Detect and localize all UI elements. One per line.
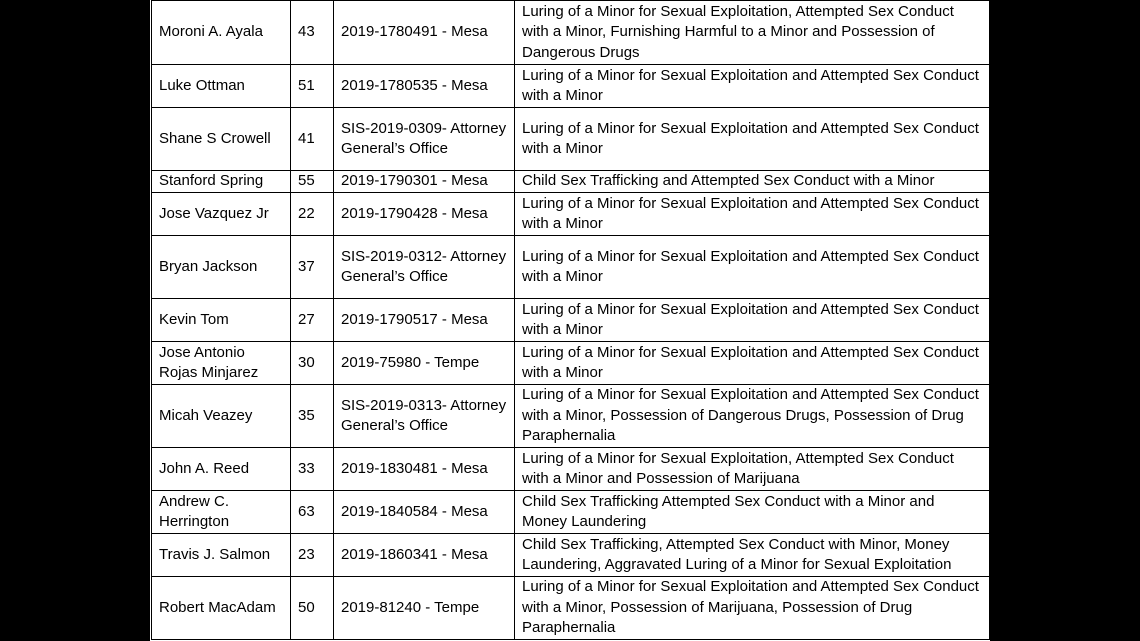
- case-cell: 2019-1780535 - Mesa: [334, 65, 515, 108]
- name-cell: Moroni A. Ayala: [152, 1, 291, 65]
- charges-cell: Luring of a Minor for Sexual Exploitation and Attempted Sex Conduct with a Minor, Possession of Marijuana, Possession of Drug Paraphernalia: [515, 577, 990, 640]
- table-row: [152, 299, 990, 342]
- age-cell: 23: [291, 534, 334, 577]
- table-row: [152, 65, 990, 108]
- name-cell: Andrew C. Herrington: [152, 491, 291, 534]
- table-row: [152, 236, 990, 299]
- case-cell: SIS-2019-0313- Attorney General’s Office: [334, 385, 515, 448]
- charges-cell: Luring of a Minor for Sexual Exploitation and Attempted Sex Conduct with a Minor: [515, 193, 990, 236]
- table-row: [152, 577, 990, 640]
- charges-cell: Luring of a Minor for Sexual Exploitation and Attempted Sex Conduct with a Minor: [515, 236, 990, 299]
- charges-cell: Luring of a Minor for Sexual Exploitation, Attempted Sex Conduct with a Minor, Furnishing Harmful to a Minor and Possession of Dangerous Drugs: [515, 1, 990, 65]
- case-cell: 2019-1840584 - Mesa: [334, 491, 515, 534]
- case-cell: 2019-1790428 - Mesa: [334, 193, 515, 236]
- table-row: [152, 171, 990, 193]
- age-cell: 22: [291, 193, 334, 236]
- name-cell: Robert MacAdam: [152, 577, 291, 640]
- case-cell: SIS-2019-0312- Attorney General’s Office: [334, 236, 515, 299]
- table-row: [152, 448, 990, 491]
- arrest-table: [151, 0, 990, 640]
- case-cell: 2019-81240 - Tempe: [334, 577, 515, 640]
- table-row: [152, 342, 990, 385]
- age-cell: 41: [291, 108, 334, 171]
- table-row: [152, 385, 990, 448]
- case-cell: 2019-1860341 - Mesa: [334, 534, 515, 577]
- case-cell: 2019-1830481 - Mesa: [334, 448, 515, 491]
- case-cell: 2019-75980 - Tempe: [334, 342, 515, 385]
- age-cell: 63: [291, 491, 334, 534]
- charges-cell: Luring of a Minor for Sexual Exploitation and Attempted Sex Conduct with a Minor, Possession of Dangerous Drugs, Possession of Drug Paraphernalia: [515, 385, 990, 448]
- charges-cell: Child Sex Trafficking and Attempted Sex Conduct with a Minor: [515, 171, 990, 193]
- age-cell: 33: [291, 448, 334, 491]
- age-cell: 37: [291, 236, 334, 299]
- case-cell: 2019-1780491 - Mesa: [334, 1, 515, 65]
- charges-cell: Luring of a Minor for Sexual Exploitation and Attempted Sex Conduct with a Minor: [515, 65, 990, 108]
- age-cell: 35: [291, 385, 334, 448]
- table-row: [152, 534, 990, 577]
- charges-cell: Child Sex Trafficking, Attempted Sex Conduct with Minor, Money Laundering, Aggravated Luring of a Minor for Sexual Exploitation: [515, 534, 990, 577]
- name-cell: John A. Reed: [152, 448, 291, 491]
- age-cell: 27: [291, 299, 334, 342]
- charges-cell: Child Sex Trafficking Attempted Sex Conduct with a Minor and Money Laundering: [515, 491, 990, 534]
- case-cell: 2019-1790301 - Mesa: [334, 171, 515, 193]
- name-cell: Kevin Tom: [152, 299, 291, 342]
- case-cell: SIS-2019-0309- Attorney General’s Office: [334, 108, 515, 171]
- age-cell: 50: [291, 577, 334, 640]
- table-row: [152, 491, 990, 534]
- name-cell: Luke Ottman: [152, 65, 291, 108]
- charges-cell: Luring of a Minor for Sexual Exploitation and Attempted Sex Conduct with a Minor: [515, 299, 990, 342]
- age-cell: 30: [291, 342, 334, 385]
- age-cell: 51: [291, 65, 334, 108]
- table-row: [152, 193, 990, 236]
- name-cell: Travis J. Salmon: [152, 534, 291, 577]
- name-cell: Stanford Spring: [152, 171, 291, 193]
- document-page: [150, 0, 990, 641]
- age-cell: 43: [291, 1, 334, 65]
- name-cell: Shane S Crowell: [152, 108, 291, 171]
- charges-cell: Luring of a Minor for Sexual Exploitation and Attempted Sex Conduct with a Minor: [515, 342, 990, 385]
- table-row: [152, 108, 990, 171]
- name-cell: Bryan Jackson: [152, 236, 291, 299]
- charges-cell: Luring of a Minor for Sexual Exploitation and Attempted Sex Conduct with a Minor: [515, 108, 990, 171]
- age-cell: 55: [291, 171, 334, 193]
- case-cell: 2019-1790517 - Mesa: [334, 299, 515, 342]
- table-row: [152, 1, 990, 65]
- name-cell: Jose Antonio Rojas Minjarez: [152, 342, 291, 385]
- name-cell: Micah Veazey: [152, 385, 291, 448]
- charges-cell: Luring of a Minor for Sexual Exploitation, Attempted Sex Conduct with a Minor and Possession of Marijuana: [515, 448, 990, 491]
- name-cell: Jose Vazquez Jr: [152, 193, 291, 236]
